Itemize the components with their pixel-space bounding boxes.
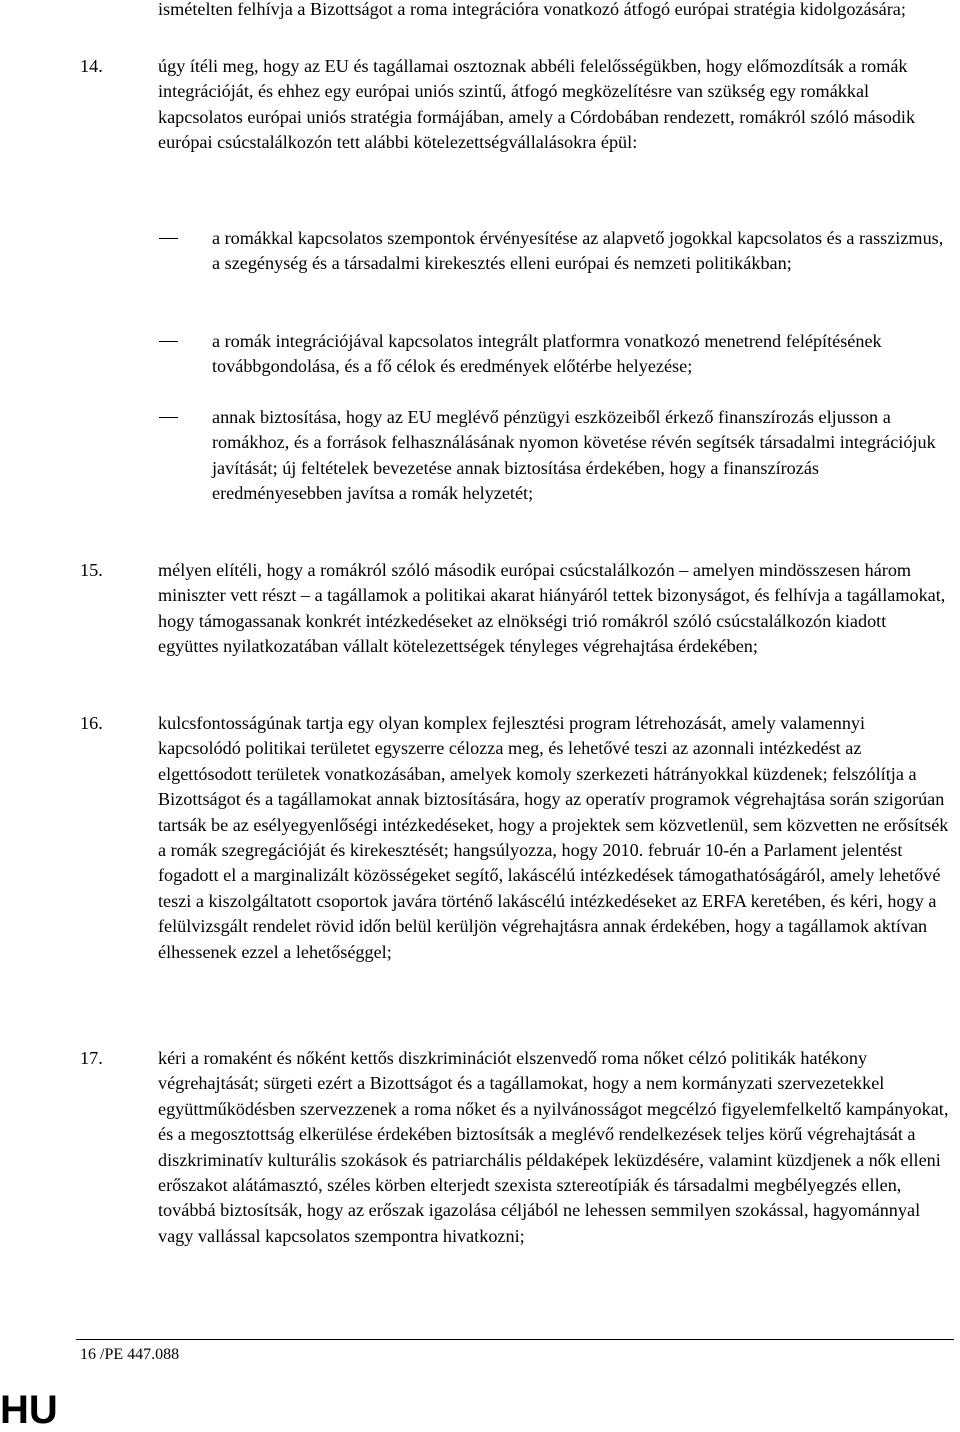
dash-marker [159, 238, 178, 239]
paragraph-number: 16. [80, 713, 103, 733]
footer-page-reference: 16 /PE 447.088 [80, 1346, 180, 1363]
paragraph-number: 15. [80, 560, 103, 580]
bullet-text: a romák integrációjával kapcsolatos integrált platformra vonatkozó menetrend felépítésének továbbgondolása, és a fő célok és eredmények előtérbe helyezése; [212, 331, 882, 377]
continuation-text: ismételten felhívja a Bizottságot a roma integrációra vonatkozó átfogó európai stratégia kidolgozására; [158, 0, 906, 19]
bullet-text: a romákkal kapcsolatos szempontok érvényesítése az alapvető jogokkal kapcsolatos és a rasszizmus, a szegénység és a társadalmi kirekesztés elleni európai és nemzeti politikákban; [212, 228, 944, 274]
dash-marker [159, 417, 178, 418]
footer-divider [76, 1339, 954, 1340]
paragraph-number: 17. [80, 1048, 103, 1068]
dash-marker [159, 341, 178, 342]
paragraph-text: kulcsfontosságúnak tartja egy olyan komplex fejlesztési program létrehozását, amely valamennyi kapcsolódó politikai területet egyszerre célozza meg, és lehetővé teszi az azonnali intézkedést az elgettósodott területek vonatkozásában, amelyek komoly szerkezeti hátrányokkal küzdenek; felszólítja a Bizottságot és a tagállamokat annak biztosítására, hogy az operatív programok végrehajtása során szigorúan tartsák be az esélyegyenlőségi intézkedéseket, hogy a projektek sem közvetlenül, sem közvetten ne erősítsék a romák szegregációját és kirekesztését; hangsúlyozza, hogy 2010. február 10-én a Parlament jelentést fogadott el a marginalizált közösségeket segítő, lakáscélú intézkedések támogathatóságáról, amely lehetővé teszi a kiszolgáltatott csoportok javára történő lakáscélú intézkedéseket az ERFA keretében, és kéri, hogy a felülvizsgált rendelet rövid időn belül kerüljön végrehajtásra annak érdekében, hogy a tagállamok aktívan élhessenek ezzel a lehetőséggel; [158, 713, 949, 962]
bullet-text: annak biztosítása, hogy az EU meglévő pénzügyi eszközeiből érkező finanszírozás eljusson a romákhoz, és a források felhasználásának nyomon követése révén segítsék társadalmi integrációjuk javítását; új feltételek bevezetése annak biztosítása érdekében, hogy a finanszírozás eredményesebben javítsa a romák helyzetét; [212, 407, 936, 504]
paragraph-text: mélyen elítéli, hogy a romákról szóló második európai csúcstalálkozón – amelyen mindösszesen három miniszter vett részt – a tagállamok a politikai akarat hiányáról tettek bizonyságot, és felhívja a tagállamokat, hogy támogassanak konkrét intézkedéseket az elnökségi trió romákról szóló csúcstalálkozón kiadott együttes nyilatkozatában vállalt kötelezettségek tényleges végrehajtása érdekében; [158, 560, 946, 657]
paragraph-text: úgy ítéli meg, hogy az EU és tagállamai osztoznak abbéli felelősségükben, hogy előmozdítsák a romák integrációját, és ehhez egy európai uniós szintű, átfogó megközelítésre van szükség egy romákkal kapcsolatos európai uniós stratégia formájában, amely a Córdobában rendezett, romákról szóló második európai csúcstalálkozón tett alábbi kötelezettségvállalásokra épül: [158, 56, 916, 153]
paragraph-text: kéri a romaként és nőként kettős diszkriminációt elszenvedő roma nőket célzó politikák hatékony végrehajtását; sürgeti ezért a Bizottságot és a tagállamokat, hogy a nem kormányzati szervezetekkel együttműködésben szervezzenek a roma nőket és a nyilvánosságot megcélzó figyelemfelkeltő kampányokat, és a megosztottság elkerülése érdekében biztosítsák a meglévő rendelkezések teljes körű végrehajtását a diszkriminatív kulturális szokások és patriarchális példaképek leküzdésére, valamint küzdjenek a nők elleni erőszakot alátámasztó, széles körben elterjedt szexista sztereotípiák és társadalmi megbélyegzés ellen, továbbá biztosítsák, hogy az erőszak igazolása céljából ne lehessen semmilyen szokással, hagyománnyal vagy vallással kapcsolatos szempontra hivatkozni; [158, 1048, 949, 1246]
language-code: HU [0, 1388, 58, 1432]
paragraph-number: 14. [80, 56, 103, 76]
